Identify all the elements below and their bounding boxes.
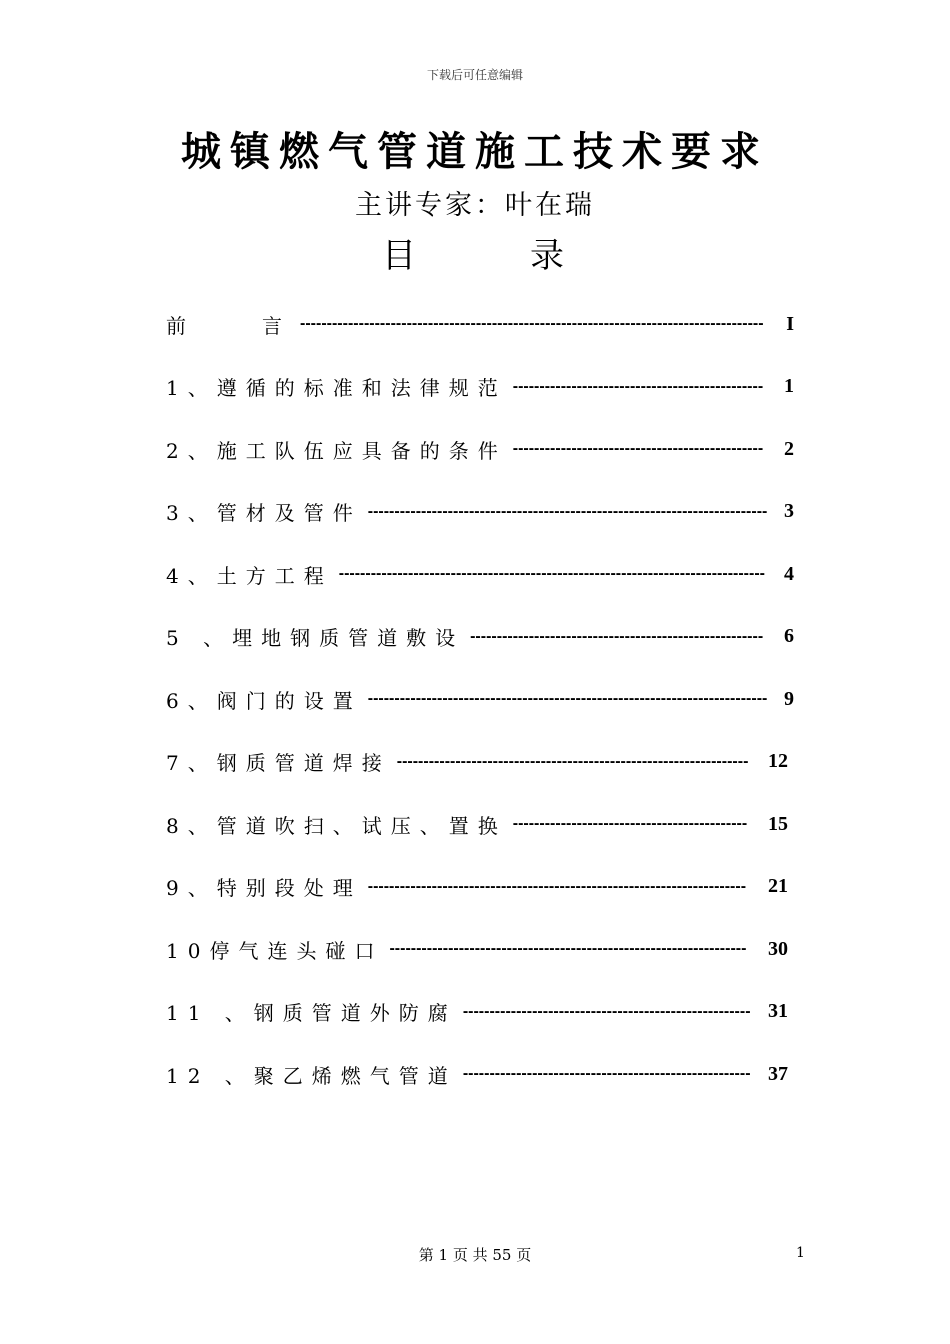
toc-entry-page: 4 [784, 562, 794, 585]
toc-entry-label: 5 、埋地钢质管道敷设 [166, 626, 465, 650]
toc-entry-label: 2、施工队伍应具备的条件 [166, 438, 507, 463]
document-subtitle: 主讲专家：叶在瑞 [355, 190, 595, 221]
page-footer: 第 1 页 共 55 页 [418, 1246, 532, 1264]
toc-dot-leader: ------------------------------------------------------ [462, 1002, 751, 1020]
toc-entry[interactable] [166, 930, 796, 968]
toc-entry-page: 12 [768, 750, 788, 772]
toc-entry[interactable] [166, 493, 796, 531]
toc-dot-leader: --------------------------------------------------------------------------- [367, 690, 768, 707]
toc-entry-page: 9 [784, 687, 794, 710]
toc-entry-label: 3、管材及管件 [166, 501, 362, 525]
toc-entry[interactable] [166, 743, 796, 781]
toc-entry[interactable] [166, 993, 796, 1031]
toc-entry-label: 前 言 [166, 313, 294, 338]
toc-heading-char-1: 目 [382, 236, 420, 276]
toc-entry-label: 10停气连头碰口 [166, 938, 384, 963]
toc-entry-page: I [786, 312, 794, 335]
toc-entry-label: 1、遵循的标准和法律规范 [166, 376, 507, 400]
toc-entry[interactable] [166, 305, 796, 343]
toc-entry-page: 1 [784, 375, 794, 397]
toc-entry-label: 12 、聚乙烯燃气管道 [166, 1063, 457, 1088]
toc-entry-page: 3 [784, 500, 794, 522]
toc-entry[interactable] [166, 618, 796, 656]
toc-entry-label: 11 、钢质管道外防腐 [166, 1001, 457, 1025]
toc-dot-leader: --------------------------------------------------------------------------- [367, 502, 768, 520]
toc-entry[interactable] [166, 868, 796, 906]
toc-dot-leader: ------------------------------------------------------------------ [396, 752, 749, 770]
toc-entry-page: 30 [768, 937, 788, 960]
toc-entry[interactable] [166, 680, 796, 718]
toc-dot-leader: ------------------------------------------------------- [470, 627, 764, 645]
toc-dot-leader: ----------------------------------------------- [512, 440, 764, 457]
toc-entry-label: 8、管道吹扫、试压、置换 [166, 813, 507, 838]
toc-dot-leader: ----------------------------------------------------------------------- [367, 877, 747, 895]
toc-entry-page: 6 [784, 625, 794, 647]
header-note: 下载后可任意编辑 [426, 68, 523, 82]
toc-entry-page: 37 [768, 1062, 788, 1085]
toc-entry-page: 2 [784, 437, 794, 460]
toc-entry-label: 7、钢质管道焊接 [166, 751, 391, 775]
page-number: 1 [796, 1245, 805, 1261]
document-title: 城镇燃气管道施工技术要求 [181, 128, 769, 175]
toc-dot-leader: --------------------------------------------------------------------------------------- [300, 315, 764, 332]
toc-dot-leader: ------------------------------------------------------------------- [389, 940, 747, 957]
toc-heading-char-2: 录 [530, 236, 568, 276]
toc-dot-leader: ----------------------------------------------- [512, 377, 764, 395]
toc-heading [0, 228, 950, 277]
toc-entry-label: 9、特别段处理 [166, 876, 362, 900]
toc-entry[interactable] [166, 805, 796, 843]
toc-dot-leader: ------------------------------------------------------ [462, 1065, 751, 1082]
toc-entry-label: 4、土方工程 [166, 563, 333, 588]
toc-entry-page: 15 [768, 812, 788, 835]
toc-entry[interactable] [166, 1055, 796, 1093]
toc-entry[interactable] [166, 368, 796, 406]
toc-entry-page: 31 [768, 1000, 788, 1022]
toc-entry-page: 21 [768, 875, 788, 897]
toc-dot-leader: -------------------------------------------------------------------------------- [338, 565, 765, 582]
toc-entry[interactable] [166, 430, 796, 468]
toc-dot-leader: -------------------------------------------- [512, 815, 748, 832]
toc-entry[interactable] [166, 555, 796, 593]
toc-entry-label: 6、阀门的设置 [166, 688, 362, 713]
